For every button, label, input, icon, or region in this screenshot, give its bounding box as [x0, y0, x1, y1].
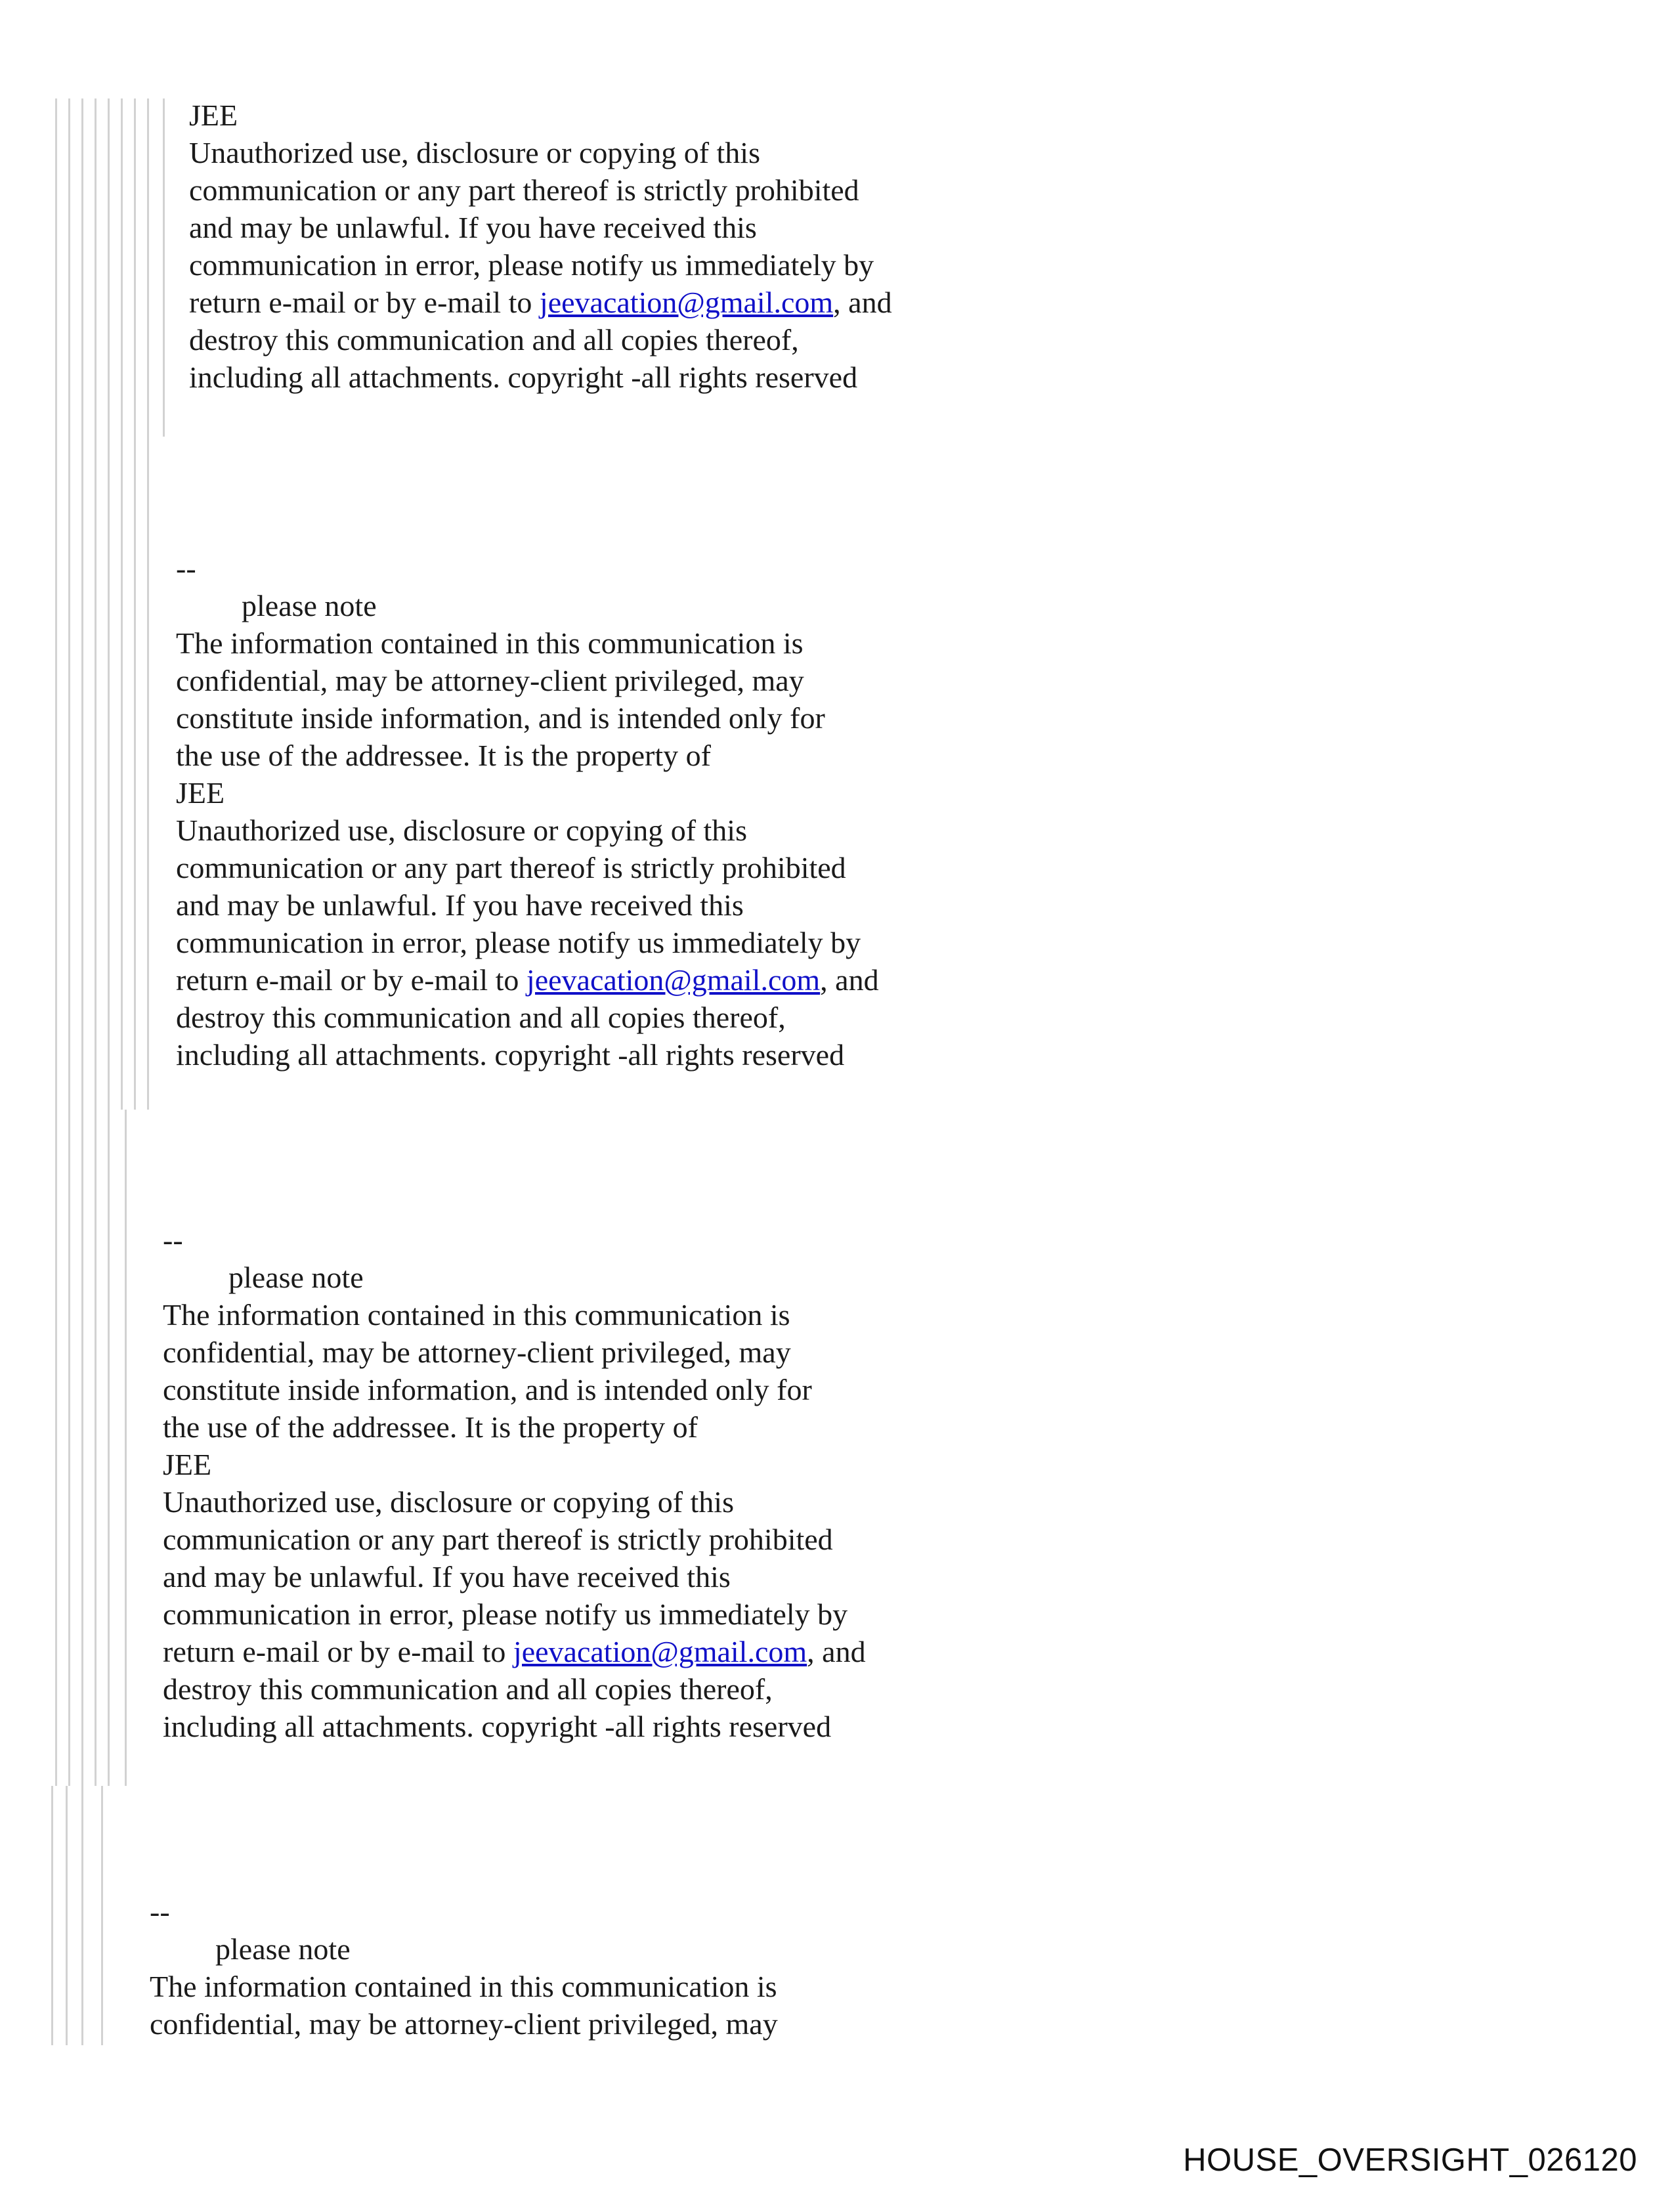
email-suffix: , and — [833, 286, 892, 319]
quote-bar — [68, 98, 70, 1110]
text-line: constitute inside information, and is intended only for — [176, 701, 825, 735]
email-prefix: return e-mail or by e-mail to — [176, 963, 526, 997]
separator-dashes: -- — [150, 1895, 170, 1928]
quote-bar — [81, 98, 83, 1110]
quote-bar — [66, 1786, 68, 2045]
disclaimer-block-1 — [189, 97, 892, 396]
quote-bar — [121, 98, 123, 1110]
quote-bar — [125, 1110, 127, 1786]
text-line: the use of the addressee. It is the property of — [176, 739, 711, 772]
text-line: communication or any part thereof is strictly prohibited — [176, 851, 846, 884]
email-line — [163, 1633, 866, 1670]
note-heading: please note — [228, 1261, 364, 1294]
quote-bar — [108, 1110, 110, 1786]
text-line: and may be unlawful. If you have received this — [163, 1560, 731, 1594]
quote-bar — [55, 1110, 57, 1786]
bates-number: HOUSE_OVERSIGHT_026120 — [1183, 2142, 1637, 2178]
note-heading: please note — [242, 589, 377, 622]
email-line — [176, 961, 879, 999]
email-link[interactable]: jeevacation@gmail.com — [513, 1635, 807, 1668]
text-line: including all attachments. copyright -all rights reserved — [163, 1710, 832, 1743]
text-line: communication or any part thereof is strictly prohibited — [163, 1523, 833, 1556]
quote-bar — [81, 1110, 83, 1786]
text-line: including all attachments. copyright -all rights reserved — [189, 360, 858, 394]
text-line: JEE — [163, 1448, 212, 1481]
separator-dashes: -- — [176, 552, 196, 585]
text-line: The information contained in this communication is — [176, 626, 804, 660]
quote-bar — [51, 1786, 53, 2045]
quote-bar — [134, 98, 136, 1110]
disclaimer-block-3 — [163, 1221, 866, 1745]
text-line: constitute inside information, and is intended only for — [163, 1373, 812, 1406]
text-line: confidential, may be attorney-client privileged, may — [176, 664, 804, 697]
text-line: communication or any part thereof is strictly prohibited — [189, 173, 859, 207]
text-line: Unauthorized use, disclosure or copying of this — [163, 1485, 734, 1519]
text-line: confidential, may be attorney-client privileged, may — [163, 1335, 791, 1369]
note-heading: please note — [215, 1932, 351, 1966]
text-line: communication in error, please notify us immediately by — [176, 926, 861, 959]
text-line: JEE — [189, 98, 238, 132]
separator-dashes: -- — [163, 1223, 183, 1257]
email-line — [189, 284, 892, 321]
text-line: and may be unlawful. If you have received this — [189, 211, 757, 244]
text-line: Unauthorized use, disclosure or copying of this — [176, 813, 747, 847]
email-suffix: , and — [820, 963, 879, 997]
email-suffix: , and — [807, 1635, 866, 1668]
quote-bar — [95, 98, 97, 1110]
quote-bar — [163, 98, 165, 437]
email-link[interactable]: jeevacation@gmail.com — [539, 286, 834, 319]
email-link[interactable]: jeevacation@gmail.com — [526, 963, 821, 997]
quote-bar — [68, 1110, 70, 1786]
text-line: destroy this communication and all copies thereof, — [189, 323, 799, 357]
quote-bar — [147, 98, 149, 1110]
quote-bar — [108, 98, 110, 1110]
quote-bar — [101, 1786, 103, 2045]
text-line: communication in error, please notify us immediately by — [189, 248, 874, 282]
text-line: and may be unlawful. If you have received this — [176, 888, 744, 922]
text-line: the use of the addressee. It is the property of — [163, 1410, 698, 1444]
email-prefix: return e-mail or by e-mail to — [163, 1635, 513, 1668]
text-line: including all attachments. copyright -all rights reserved — [176, 1038, 845, 1072]
quote-bar — [95, 1110, 97, 1786]
email-prefix: return e-mail or by e-mail to — [189, 286, 540, 319]
text-line: destroy this communication and all copies thereof, — [176, 1001, 786, 1034]
text-line: The information contained in this communication is — [150, 1970, 777, 2003]
quote-bar — [55, 98, 57, 1110]
quote-bar — [81, 1786, 83, 2045]
text-line: confidential, may be attorney-client privileged, may — [150, 2007, 778, 2041]
text-line: JEE — [176, 776, 225, 810]
text-line: destroy this communication and all copies thereof, — [163, 1672, 773, 1706]
text-line: Unauthorized use, disclosure or copying of this — [189, 136, 760, 169]
text-line: The information contained in this communication is — [163, 1298, 790, 1332]
text-line: communication in error, please notify us immediately by — [163, 1597, 848, 1631]
disclaimer-block-2 — [176, 550, 879, 1073]
disclaimer-block-4 — [150, 1893, 778, 2043]
